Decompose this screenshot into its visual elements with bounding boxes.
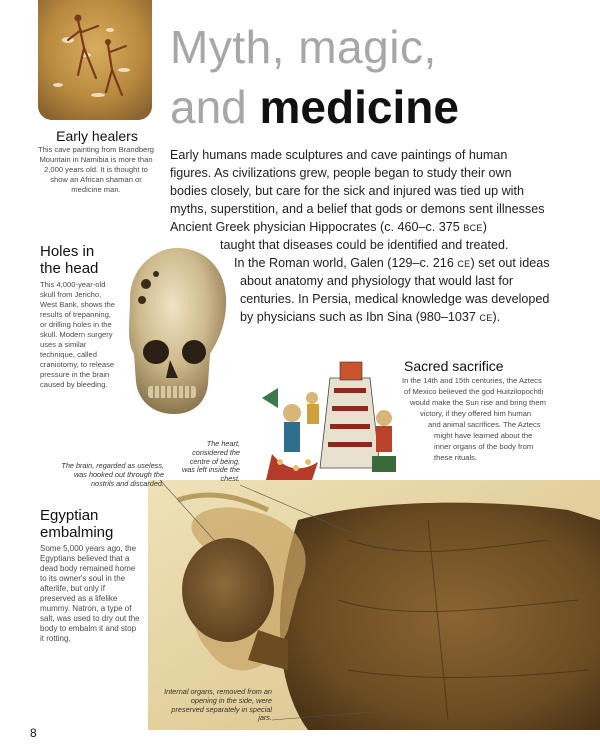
- egyptian-heading-line-2: embalming: [40, 524, 114, 541]
- page-number: 8: [30, 726, 37, 740]
- page-title-light-part: and: [170, 81, 260, 133]
- intro-line-2: figures. As civilizations grew, people began to study their own: [170, 166, 512, 180]
- page-title-bold-part: medicine: [259, 81, 459, 133]
- sacred-sacrifice-heading: Sacred sacrifice: [404, 358, 504, 374]
- egyptian-caption: Some 5,000 years ago, the Egyptians believed that a dead body remained home to its owner's soul in the afterlife, but only if preserved as a lifelike mummy. Natron, a type of salt, was used to dry out the body to embalm it and stop it rotting.: [40, 544, 140, 643]
- intro-line-4: myths, superstition, and a belief that gods or demons sent illnesses: [170, 202, 545, 216]
- sacred-caption-line-2: of Mexico believed the god Huitzilopochtli: [404, 387, 544, 396]
- holes-heading-line-2: the head: [40, 260, 99, 277]
- ce-label-2: CE: [479, 313, 493, 323]
- intro-line-3: bodies closely, but care for the sick and injured was tied up with: [170, 184, 524, 198]
- sacred-caption-line-7: inner organs of the body from: [434, 442, 534, 451]
- intro-line-8: about anatomy and physiology that would last for: [240, 274, 514, 288]
- sacred-caption-line-4: victory, if they offered him human: [420, 409, 532, 418]
- sacred-caption-line-5: and animal sacrifices. The Aztecs: [428, 420, 541, 429]
- brain-annotation: The brain, regarded as useless, was hooked out through the nostrils and discarded.: [61, 461, 164, 488]
- sacred-caption-line-3: would make the Sun rise and bring them: [410, 398, 546, 407]
- organs-pointer-line: [272, 712, 372, 720]
- intro-line-10-end: ).: [492, 310, 501, 324]
- intro-line-7-text: In the Roman world, Galen (129–c. 216: [234, 256, 458, 270]
- holes-caption: This 4,000-year-old skull from Jericho, West Bank, shows the results of trepanning, or drilling holes in the skull. Modern surgery uses a similar technique, called craniotomy, to release pressure in the brain caused by bleeding.: [40, 280, 115, 389]
- ce-label-1: CE: [457, 259, 471, 269]
- holes-heading-line-1: Holes in: [40, 243, 95, 260]
- intro-line-5-end: ): [482, 220, 487, 234]
- egyptian-heading-line-1: Egyptian: [40, 507, 99, 524]
- organs-annotation: Internal organs, removed from an opening in the side, were preserved separately in special jars.: [164, 687, 272, 723]
- intro-line-6: taught that diseases could be identified and treated.: [220, 238, 509, 252]
- sacred-caption-line-6: might have learned about the: [434, 431, 533, 440]
- bce-label: BCE: [463, 223, 483, 233]
- sacred-caption-line-8: these rituals.: [434, 453, 478, 462]
- intro-line-7-end: ) set out ideas: [470, 256, 550, 270]
- page-title-line-1: Myth, magic,: [170, 21, 437, 73]
- early-healers-heading: Early healers: [56, 128, 138, 144]
- heart-pointer-line: [240, 485, 415, 560]
- intro-line-10-text: by physicians such as Ibn Sina (980–1037: [240, 310, 480, 324]
- brain-pointer-line: [160, 480, 232, 560]
- early-healers-caption: This cave painting from Brandberg Mountain in Namibia is more than 2,000 years old. It is thought to show an African shaman or medicine man.: [37, 145, 155, 194]
- intro-line-5-text: Ancient Greek physician Hippocrates (c. 460–c. 375: [170, 220, 464, 234]
- sacred-caption-line-1: In the 14th and 15th centuries, the Aztecs: [402, 376, 542, 385]
- intro-line-1: Early humans made sculptures and cave paintings of human: [170, 148, 508, 162]
- heart-annotation: The heart, considered the centre of being, was left inside the chest.: [181, 439, 240, 484]
- intro-line-9: centuries. In Persia, medical knowledge was developed: [240, 292, 550, 306]
